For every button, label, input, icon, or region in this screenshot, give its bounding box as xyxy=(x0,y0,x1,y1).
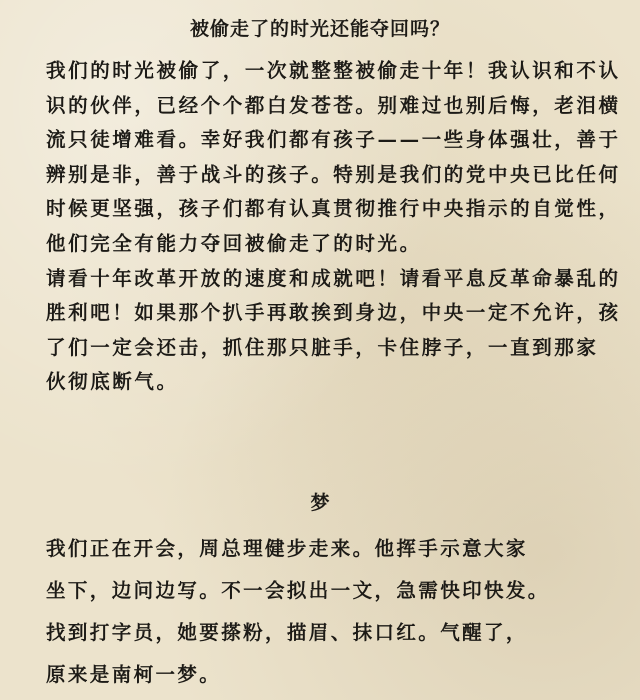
poem-line: 伙彻底断气。 xyxy=(46,370,179,394)
dream-line: 找到打字员，她要搽粉，描眉、抹口红。气醒了， xyxy=(46,621,528,644)
poem-line: 请看十年改革开放的速度和成就吧！请看平息反革命暴乱的 xyxy=(46,266,621,290)
poem-line: 识的伙伴，已经个个都白发苍苍。别难过也别后悔，老泪横 xyxy=(46,93,621,117)
dream-body xyxy=(46,532,606,700)
poem-line: 他们完全有能力夺回被偷走了的时光。 xyxy=(46,231,422,255)
poem-line: 我们的时光被偷了，一次就整整被偷走十年！我认识和不认 xyxy=(46,59,621,82)
dream-heading: 梦 xyxy=(310,492,330,514)
poem-title: 被偷走了的时光还能夺回吗？ xyxy=(189,18,450,40)
poem-body xyxy=(46,56,621,402)
dream-line: 我们正在开会，周总理健步走来。他挥手示意大家 xyxy=(46,537,528,560)
dream-line: 原来是南柯一梦。 xyxy=(46,663,222,686)
dream-line: 坐下，边问边写。不一会拟出一文，急需快印快发。 xyxy=(46,579,550,602)
poem-line: 流只徒增难看。幸好我们都有孩子——一些身体强壮，善于 xyxy=(46,128,621,152)
poem-line: 辨别是非，善于战斗的孩子。特别是我们的党中央已比任何 xyxy=(46,162,621,186)
poem-line: 了们一定会还击，抓住那只脏手，卡住脖子，一直到那家 xyxy=(46,335,599,359)
poem-line: 时候更坚强，孩子们都有认真贯彻推行中央指示的自觉性， xyxy=(46,197,621,221)
poem-line: 胜利吧！如果那个扒手再敢挨到身边，中央一定不允许，孩 xyxy=(46,301,621,325)
